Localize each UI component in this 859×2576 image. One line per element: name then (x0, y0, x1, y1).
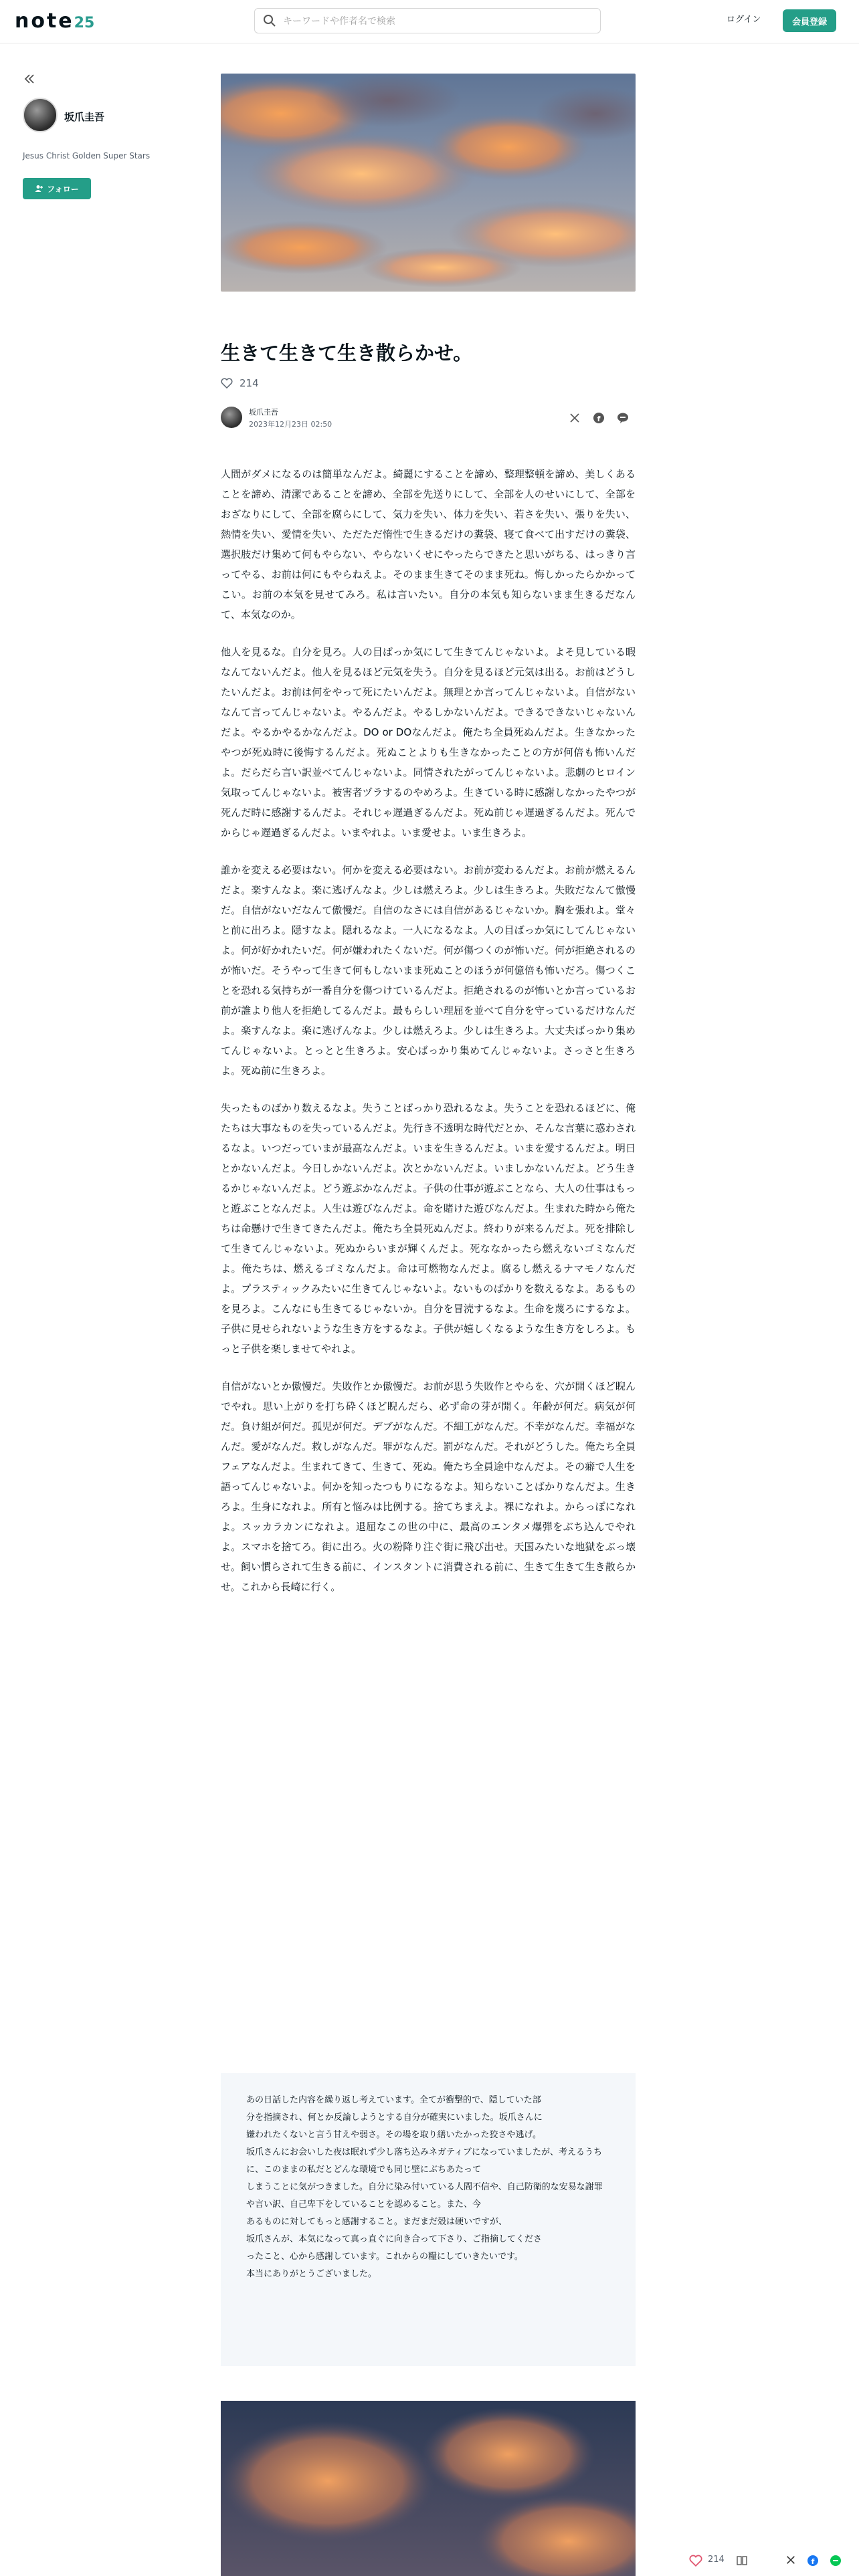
byline-avatar[interactable] (221, 407, 242, 428)
follow-button[interactable] (23, 178, 91, 199)
byline (221, 404, 636, 433)
logo-accent: 25 (74, 15, 95, 31)
quote-line: 分を指摘され、何とか反論しようとする自分が確実にいました。坂爪さんに (246, 2113, 543, 2123)
quote-line: しまうことに気がつきました。自分に染み付いている人間不信や、自己防衛的な安易な謝罪や言い訳、自己卑下をしていることを認めること。また、今 (246, 2182, 603, 2210)
site-header (0, 0, 859, 43)
quote-block (221, 2073, 636, 2366)
sunset-sky-image (221, 74, 636, 292)
search-box[interactable] (254, 8, 601, 33)
paragraph: 他人を見るな。自分を見ろ。人の目ばっか気にして生きてんじゃないよ。よそ見している暇なんてないんだよ。他人を見るほど元気を失う。自分を見るほど元気は出る。お前はどうしたいんだよ。お前は何をやって死にたいんだよ。無理とか言ってんじゃないよ。自信がないなんて言ってんじゃないよ。やるんだよ。やるしかないんだよ。できるできないじゃないんだよ。やるかやるかなんだよ。DO or DOなんだよ。俺たち全員死ぬんだよ。生きなかったやつが死ぬ時に後悔するんだよ。死ぬことよりも生きなかったことの方が何倍も怖いんだよ。だらだら言い訳並べてんじゃないよ。同情されたがってんじゃないよ。悲劇のヒロイン気取ってんじゃないよ。被害者ヅラするのやめろよ。生きている時に感謝しなかったやつが死んだ時に感謝するんだよ。それじゃ遅過ぎるんだよ。死ぬ前じゃ遅過ぎるんだよ。死んでからじゃ遅過ぎるんだよ。いまやれよ。いま愛せよ。いま生きろよ。 (221, 646, 636, 839)
login-link[interactable]: ログイン (727, 15, 761, 25)
collapse-sidebar-icon[interactable] (23, 72, 36, 86)
paragraph: 誰かを変える必要はない。何かを変える必要はない。お前が変わるんだよ。お前が燃えるんだよ。楽すんなよ。楽に逃げんなよ。少しは燃えろよ。少しは生きろよ。失敗だなんて傲慢だ。自信がないだなんて傲慢だ。自信のなさには自信があるじゃないか。胸を張れよ。堂々と前に出ろよ。隠すなよ。隠れるなよ。一人になるなよ。人の目ばっか気にしてんじゃないよ。何が好かれたいだ。何が嫌われたくないだ。何が傷つくのが怖いだ。何が拒絶されるのが怖いだ。そうやって生きて何もしないまま死ぬことのほうが何億倍も怖いだろ。傷つくことを恐れる気持ちが一番自分を傷つけているんだよ。拒絶されるのが怖いとか言っているお前が誰より他人を拒絶してるんだよ。最もらしい理屈を並べて自分を守っているだけなんだよ。楽すんなよ。楽に逃げんなよ。少しは燃えろよ。少しは生きろよ。大丈夫ばっかり集めてんじゃないよ。とっとと生きろよ。安心ばっかり集めてんじゃないよ。さっさと生きろよ。死ぬ前に生きろよ。 (221, 864, 636, 1077)
x-share-icon[interactable] (569, 412, 581, 424)
author-avatar[interactable] (23, 98, 58, 132)
dusk-clouds-image (221, 2401, 636, 2576)
search-input[interactable] (282, 13, 592, 30)
facebook-share-icon[interactable] (807, 2555, 819, 2567)
x-share-icon[interactable] (785, 2555, 796, 2565)
paragraph: 自信がないとか傲慢だ。失敗作とか傲慢だ。お前が思う失敗作とやらを、穴が開くほど睨んでやれ。思い上がりを打ち砕くほど睨んだら、必ず命の芽が開く。年齢が何だ。病気が何だ。負け組が何だ。孤児が何だ。デブがなんだ。不細工がなんだ。不幸がなんだ。幸福がなんだ。愛がなんだ。救しがなんだ。罪がなんだ。罰がなんだ。それがどうした。俺たち全員フェアなんだよ。生まれてきて、生きて、死ぬ。俺たち全員途中なんだよ。その癖で人生を語ってんじゃないよ。何かを知ったつもりになるなよ。知らないことばかりなんだよ。生きろよ。生身になれよ。所有と悩みは比例する。捨てちまえよ。裸になれよ。からっぽになれよ。スッカラカンになれよ。退屈なこの世の中に、最高のエンタメ爆弾をぶち込んでやれよ。スマホを捨てろ。街に出ろ。火の粉降り注ぐ街に飛び出せ。天国みたいな地獄をぶっ壊せ。飼い慣らされて生きる前に、インスタントに消費される前に、生きて生きて生き散らかせ。これから長崎に行く。 (221, 1380, 636, 1593)
paragraph: 人間がダメになるのは簡単なんだよ。綺麗にすることを諦め、整理整頓を諦め、美しくあることを諦め、清潔であることを諦め、全部を先送りにして、全部を人のせいにして、全部をおざなりにして、全部を腐らにして、気力を失い、体力を失い、若さを失い、張りを失い、熱情を失い、愛情を失い、ただただ惰性で生きるだけの糞袋、寝て食べて出すだけの糞袋、選択肢だけ集めて何もやらない、やらないくせにやったらできたと思いがちる、はっきり言ってやる、お前は何にもやらねえよ。そのまま生きてそのまま死ね。悔しかったらかかってこい。お前の本気を見せてみろ。私は言いたい。自分の本気も知らないまま生きるだなんて、本気なのか。 (221, 468, 636, 621)
line-share-icon[interactable] (617, 412, 629, 424)
heart-icon[interactable] (689, 2555, 702, 2567)
author-bio: Jesus Christ Golden Super Stars (23, 151, 151, 160)
magazine-icon[interactable] (736, 2555, 748, 2567)
heart-icon[interactable] (221, 378, 233, 389)
quote-line: 嫌われたくないと言う甘えや弱さ。その場を取り繕いたかった狡さや逃げ。 (246, 2130, 541, 2140)
svg-text:f: f (811, 2557, 815, 2566)
signup-button[interactable]: 会員登録 (783, 9, 836, 32)
publish-date: 2023年12月23日 02:50 (249, 420, 332, 429)
article-body (221, 464, 636, 1614)
search-icon (263, 14, 276, 27)
hero-image (221, 74, 636, 292)
follow-label: フォロー (47, 184, 79, 194)
paragraph: 失ったものばかり数えるなよ。失うことばっかり恐れるなよ。失うことを恐れるほどに、俺たちは大事なものを失っているんだよ。先行き不透明な時代だとか、そんな言葉に惑わされるなよ。いつだっていまが最高なんだよ。いまを生きるんだよ。いまを愛するんだよ。明日とかないんだよ。今日しかないんだよ。次とかないんだよ。いましかないんだよ。どう生きるかじゃないんだよ。どう遊ぶかなんだよ。子供の仕事が遊ぶことなら、大人の仕事はもっと遊ぶことなんだよ。人生は遊びなんだよ。命を賭けた遊びなんだよ。生まれた時から俺たちは命懸けで生きてきたんだよ。俺たち全員死ぬんだよ。終わりが来るんだよ。死を排除して生きてんじゃないよ。死ぬからいまが輝くんだよ。死ななかったら燃えないゴミなんだよ。俺たちは、燃えるゴミなんだよ。命は可燃物なんだよ。腐るし燃えるナマモノなんだよ。プラスティックみたいに生きてんじゃないよ。ないものばかりを数えるなよ。あるものを見ろよ。こんなにも生きてるじゃないか。自分を冒涜するなよ。生命を蔑ろにするなよ。子供に見せられないような生き方をするなよ。子供が嬉しくなるような生き方をしろよ。もっと子供を楽しませてやれよ。 (221, 1102, 636, 1355)
floating-action-bar (689, 2551, 859, 2571)
add-user-icon (35, 185, 43, 193)
line-share-icon[interactable] (830, 2555, 842, 2567)
quote-line: 坂爪さんが、本気になって真っ直ぐに向き合って下さり、ご指摘してくださ (246, 2234, 543, 2244)
second-image (221, 2401, 636, 2576)
note-logo[interactable]: note25 (15, 9, 95, 33)
like-count: 214 (240, 377, 259, 389)
quote-line: ったこと、心から感謝しています。これからの糧にしていきたいです。 (246, 2252, 523, 2262)
quote-line: あの日話した内容を繰り返し考えています。全てが衝撃的で、隠していた部 (246, 2095, 541, 2105)
byline-author[interactable]: 坂爪圭吾 (249, 408, 278, 417)
facebook-share-icon[interactable] (593, 412, 605, 424)
quote-line: 坂爪さんにお会いした夜は眠れず少し落ち込みネガティブになっていましたが、考えるうちに、このままの私だとどんな環境でも同じ壁にぶちあたって (246, 2147, 602, 2175)
article-title: 生きて生きて生き散らかせ。 (221, 342, 473, 364)
quote-line: 本当にありがとうございました。 (246, 2269, 377, 2279)
floating-like-count: 214 (708, 2555, 725, 2565)
quote-line: あるものに対してもっと感謝すること。まだまだ殻は硬いですが、 (246, 2217, 508, 2227)
author-name[interactable]: 坂爪圭吾 (64, 111, 105, 123)
like-counter[interactable] (221, 377, 259, 389)
svg-text:f: f (597, 415, 601, 423)
